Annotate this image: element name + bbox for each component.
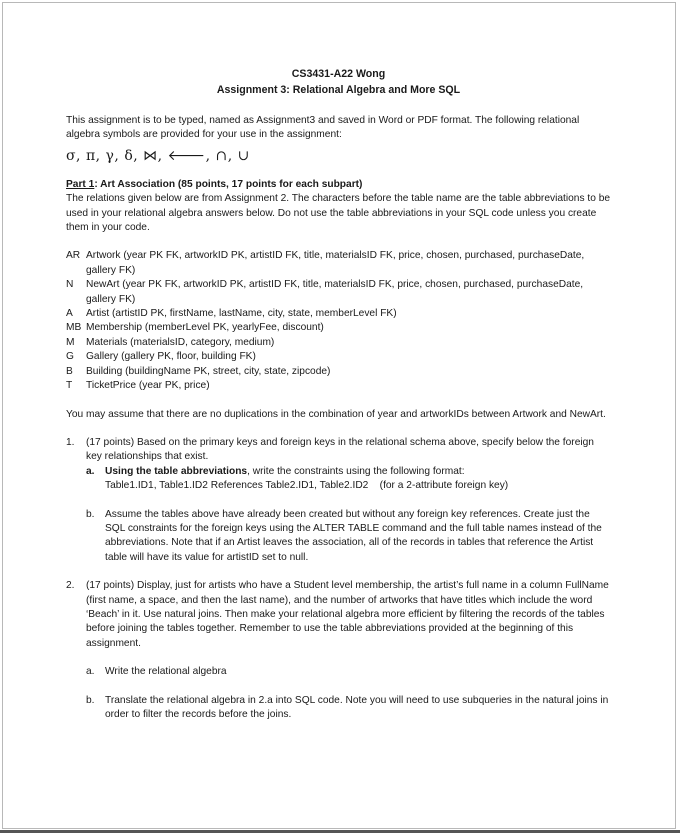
- question-2b: [86, 694, 611, 723]
- relation-def: NewArt (year PK FK, artworkID PK, artistID FK, title, materialsID FK, price, chosen, purchased, purchaseDate, gallery FK): [86, 279, 584, 305]
- question-2: [66, 579, 611, 651]
- sub-letter: b.: [86, 694, 95, 706]
- relational-algebra-symbols: σ, π, γ, δ, ⋈, 🡐, ∩, ∪: [66, 147, 250, 164]
- intro-paragraph: This assignment is to be typed, named as Assignment3 and saved in Word or PDF format. The following relational algebra symbols are provided for your use in the assignment:: [66, 115, 580, 141]
- part1-heading-rest: : Art Association (85 points, 17 points for each subpart): [94, 178, 363, 190]
- relation-abbr: MB: [66, 322, 82, 334]
- question-number: 2.: [66, 580, 75, 592]
- relation-abbr: G: [66, 351, 74, 363]
- sub-letter: b.: [86, 508, 95, 520]
- question-1a: [86, 465, 611, 494]
- question-text: (17 points) Based on the primary keys and foreign keys in the relational schema above, specify below the foreign key relationships that exist.: [86, 436, 594, 463]
- sub-text: Write the relational algebra: [105, 666, 227, 678]
- relation-abbr: A: [66, 308, 73, 320]
- question-number: 1.: [66, 436, 75, 448]
- relation-item: [66, 379, 611, 393]
- relation-abbr: M: [66, 336, 75, 348]
- relation-item: [66, 249, 611, 278]
- question-text: (17 points) Display, just for artists who have a Student level membership, the artist’s full name in a column FullName (first name, a space, and then the last name), and the number of artworks that have titles which include the word ‘Beach’ in it. Use natural joins. Then make your relational algebra more efficient by filtering the records of the tables before joining the tables together. Remember to use the table abbreviations provided at the beginning of this assignment.: [86, 580, 609, 649]
- relation-item: [66, 307, 611, 321]
- part1-description: The relations given below are from Assignment 2. The characters before the table name are the table abbreviations to be used in your relational algebra answers below. Do not use the table abbreviations in your SQL code unless you create them in your code.: [66, 193, 611, 234]
- relation-item: [66, 321, 611, 335]
- sub-text: [105, 465, 611, 479]
- relation-def: TicketPrice (year PK, price): [86, 380, 210, 392]
- relation-item: [66, 365, 611, 379]
- sub-text: Assume the tables above have already been created but without any foreign key references. Create just the SQL constraints for the foreign keys using the ALTER TABLE command and the full table names instead of the abbreviations. Note that if an Artist leaves the association, all of the records in tables that reference the Artist table will have its value for artistID set to null.: [105, 508, 602, 563]
- document-body: [66, 66, 611, 722]
- fk-format-line: [105, 479, 611, 493]
- relation-def: Gallery (gallery PK, floor, building FK): [86, 351, 256, 363]
- relation-abbr: T: [66, 380, 73, 392]
- course-title: CS3431-A22 Wong: [291, 68, 386, 80]
- relation-item: [66, 350, 611, 364]
- relation-abbr: B: [66, 365, 73, 377]
- part1-label: Part 1: [66, 178, 95, 190]
- part1-heading: [66, 178, 611, 192]
- relation-item: [66, 336, 611, 350]
- sub-text-rest: , write the constraints using the following format:: [247, 465, 465, 477]
- relation-list: [66, 249, 611, 393]
- question-1: [66, 436, 611, 465]
- relation-abbr: N: [66, 279, 74, 291]
- relation-def: Building (buildingName PK, street, city, state, zipcode): [86, 365, 331, 377]
- question-1b: [86, 508, 611, 566]
- assignment-title: Assignment 3: Relational Algebra and More SQL: [216, 84, 461, 96]
- sub-letter: a.: [86, 465, 95, 477]
- sub-letter: a.: [86, 666, 95, 678]
- relation-def: Artist (artistID PK, firstName, lastName, city, state, memberLevel FK): [86, 308, 397, 320]
- assumption-paragraph: You may assume that there are no duplications in the combination of year and artworkIDs between Artwork and NewArt.: [66, 408, 606, 420]
- relation-abbr: AR: [66, 250, 81, 262]
- relation-def: Membership (memberLevel PK, yearlyFee, discount): [86, 322, 324, 334]
- relation-def: Materials (materialsID, category, medium): [86, 336, 275, 348]
- relation-def: Artwork (year PK FK, artworkID PK, artistID FK, title, materialsID FK, price, chosen, purchased, purchaseDate, gallery FK): [86, 250, 585, 276]
- question-2a: [86, 665, 611, 679]
- relation-item: [66, 278, 611, 307]
- sub-text-bold: Using the table abbreviations: [105, 465, 248, 477]
- fk-format-note: (for a 2-attribute foreign key): [379, 480, 509, 492]
- fk-format: Table1.ID1, Table1.ID2 References Table2.ID1, Table2.ID2: [105, 480, 369, 492]
- sub-text: Translate the relational algebra in 2.a into SQL code. Note you will need to use subqueries in the natural joins in order to filter the records before the joins.: [105, 694, 609, 720]
